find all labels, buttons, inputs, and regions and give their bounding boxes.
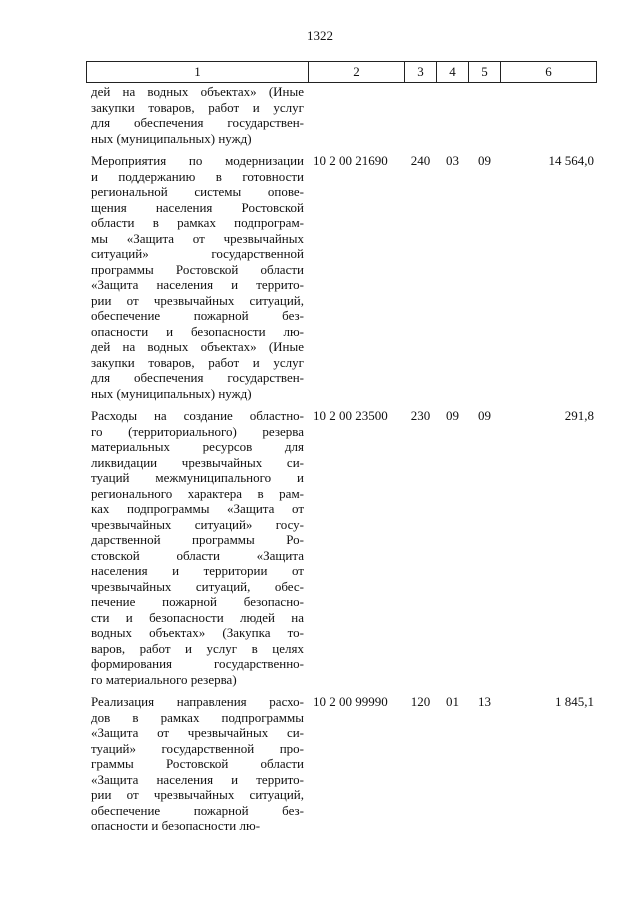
row-description — [87, 153, 309, 408]
description-line: области в рамках подпрограм- — [91, 215, 304, 230]
header-col-3: 3 — [405, 62, 437, 83]
description-line: печение пожарной безопасно- — [91, 594, 304, 609]
row-expense-type: 240 — [410, 153, 431, 168]
header-col-6: 6 — [501, 62, 597, 83]
row-expense-type — [405, 83, 437, 154]
description-line: дей на водных объектах» (Иные — [91, 339, 304, 354]
description-line: программы Ростовской области — [91, 261, 304, 277]
description-line: опасности и безопасности лю- — [91, 818, 261, 833]
header-col-4: 4 — [437, 62, 469, 83]
description-line: «Защита населения и террито- — [91, 277, 304, 292]
budget-table — [86, 61, 597, 841]
description-line: обеспечение пожарной без- — [91, 308, 304, 323]
description-line: для обеспечения государствен- — [91, 115, 304, 130]
row-section: 09 — [446, 408, 459, 423]
description-line: дарственной программы Ро- — [91, 532, 304, 547]
description-line: формирования государственно- — [91, 656, 304, 671]
page-number: 1322 — [307, 28, 333, 43]
description-line: закупки товаров, работ и услуг — [91, 99, 304, 115]
description-line: го материального резерва) — [91, 671, 237, 687]
row-subsection: 09 — [478, 408, 491, 423]
description-line: туаций межмуниципального и — [91, 470, 304, 485]
description-line: мы «Защита от чрезвычайных — [91, 230, 304, 246]
description-line: рии от чрезвычайных ситуаций, — [91, 292, 304, 308]
description-line: стовской области «Защита — [91, 547, 304, 563]
description-line: ликвидации чрезвычайных си- — [91, 454, 304, 470]
row-description — [87, 694, 309, 841]
row-description — [87, 83, 309, 154]
row-subsection — [469, 83, 501, 154]
description-line: рии от чрезвычайных ситуаций, — [91, 787, 304, 802]
description-line: водных объектах» (Закупка то- — [91, 625, 304, 640]
description-line: туаций» государственной про- — [91, 740, 304, 756]
row-amount — [501, 83, 597, 154]
description-line: опасности и безопасности лю- — [91, 323, 304, 339]
table-body — [87, 83, 597, 841]
description-line: чрезвычайных ситуаций, обес- — [91, 578, 304, 594]
row-subsection: 13 — [478, 694, 491, 709]
header-col-5: 5 — [469, 62, 501, 83]
header-row — [87, 62, 597, 83]
description-line: «Защита от чрезвычайных си- — [91, 725, 304, 740]
description-line: материальных ресурсов для — [91, 439, 304, 454]
description-line: сти и безопасности людей на — [91, 609, 304, 625]
row-expense-type: 230 — [410, 408, 431, 423]
row-description — [87, 408, 309, 694]
description-line: чрезвычайных ситуаций» госу- — [91, 516, 304, 532]
table-row — [87, 153, 597, 408]
header-col-1: 1 — [87, 62, 309, 83]
description-line: варов, работ и услуг в целях — [91, 640, 304, 656]
row-subsection: 09 — [478, 153, 491, 168]
description-line: дей на водных объектах» (Иные — [91, 84, 304, 99]
table-row — [87, 408, 597, 694]
row-expense-type: 120 — [410, 694, 431, 709]
row-target-code: 10 2 00 23500 — [313, 408, 388, 423]
table-row — [87, 694, 597, 841]
row-amount: 291,8 — [564, 408, 594, 423]
row-amount: 1 845,1 — [555, 694, 594, 709]
row-section: 03 — [446, 153, 459, 168]
description-line: граммы Ростовской области — [91, 756, 304, 771]
description-line: ситуаций» государственной — [91, 246, 304, 261]
description-line: ных (муниципальных) нужд) — [91, 385, 252, 401]
description-line: Мероприятия по модернизации — [91, 153, 304, 168]
description-line: населения и территории от — [91, 563, 304, 578]
description-line: го (территориального) резерва — [91, 423, 304, 439]
row-amount: 14 564,0 — [548, 153, 594, 168]
row-target-code — [309, 83, 405, 154]
row-target-code: 10 2 00 21690 — [313, 153, 388, 168]
table-row — [87, 83, 597, 154]
description-line: щения населения Ростовской — [91, 199, 304, 215]
description-line: обеспечение пожарной без- — [91, 802, 304, 818]
row-target-code: 10 2 00 99990 — [313, 694, 388, 709]
description-line: ных (муниципальных) нужд) — [91, 130, 252, 146]
row-section — [437, 83, 469, 154]
description-line: для обеспечения государствен- — [91, 370, 304, 385]
row-section: 01 — [446, 694, 459, 709]
description-line: и поддержанию в готовности — [91, 168, 304, 184]
description-line: дов в рамках подпрограммы — [91, 709, 304, 725]
description-line: «Защита населения и террито- — [91, 771, 304, 787]
description-line: ках подпрограммы «Защита от — [91, 501, 304, 516]
description-line: региональной системы опове- — [91, 184, 304, 199]
description-line: Расходы на создание областно- — [91, 408, 304, 423]
description-line: регионального характера в рам- — [91, 485, 304, 501]
header-col-2: 2 — [309, 62, 405, 83]
description-line: Реализация направления расхо- — [91, 694, 304, 709]
description-line: закупки товаров, работ и услуг — [91, 354, 304, 370]
